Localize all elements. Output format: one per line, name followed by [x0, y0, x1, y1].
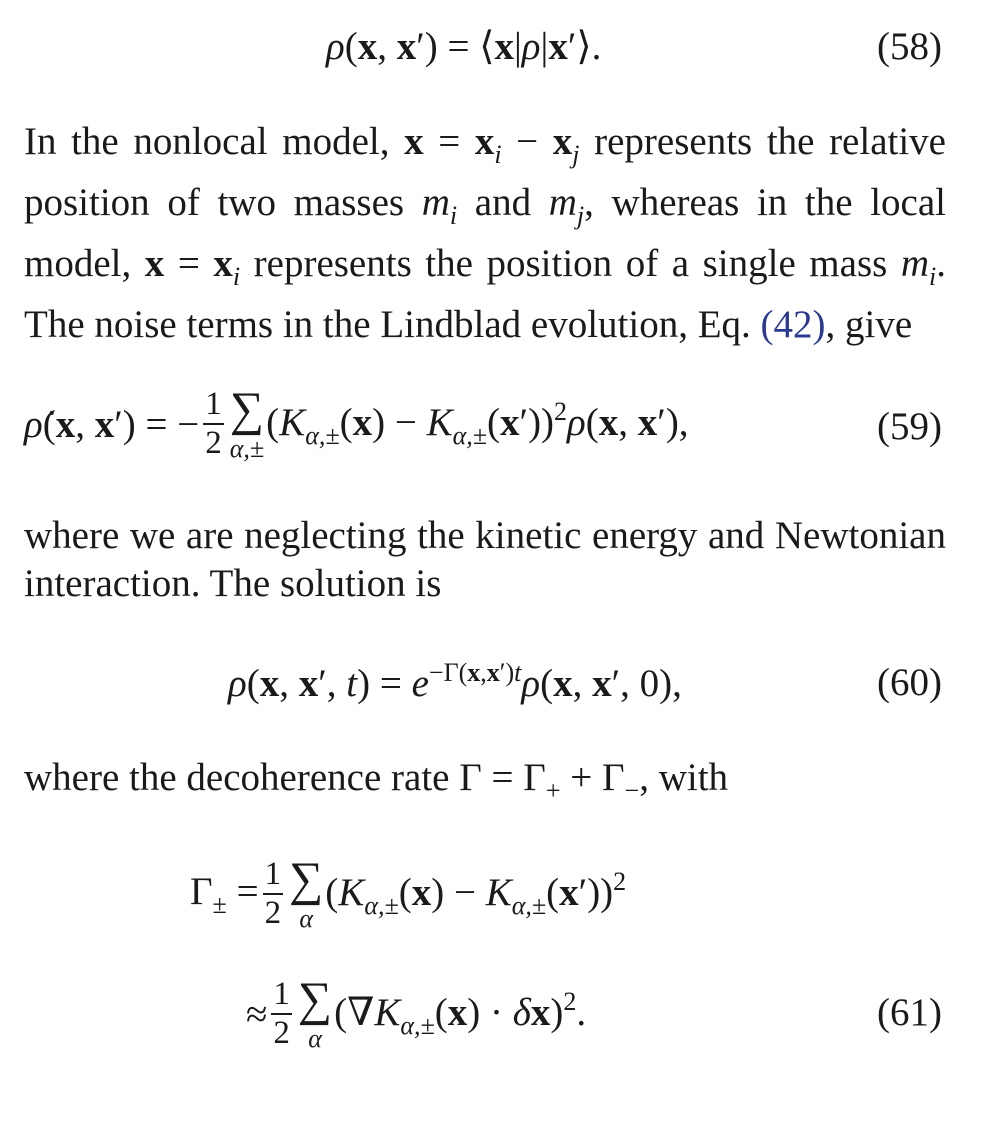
- equation-number-58: (58): [877, 25, 942, 68]
- paragraph-neglecting: where we are neglecting the kinetic energy and Newtonian interaction. The solution is: [24, 514, 946, 605]
- summation-symbol: ∑ α: [289, 853, 324, 933]
- equation-61-line-1: $\Gamma_\pm$ = $\frac{1}{2}$ ∑ α $(K_{\alpha,\pm}(x) - K_{\alpha,\pm}(x'))^2$: [190, 853, 627, 933]
- equation-number-60: (60): [877, 661, 942, 704]
- fraction-one-half: $\frac{1}{2}$: [273, 976, 290, 1051]
- equation-60: ρ(x, x′, $t) = e^{-\Gamma(x,x')t}\rho(x$, x′, 0),: [228, 658, 682, 705]
- paragraph-decoherence-rate: where the decoherence rate $\Gamma = \Gamma_+ + \Gamma_-$, with: [24, 756, 729, 805]
- equation-number-59: (59): [877, 405, 942, 448]
- summation-symbol: ∑ α,±: [229, 383, 265, 463]
- equation-number-61: (61): [877, 991, 942, 1034]
- equation-reference-link[interactable]: (42): [760, 303, 826, 346]
- equation-58: ρ(x, x′) = ⟨x|ρ|x′⟩.: [326, 24, 602, 68]
- summation-symbol: ∑ α: [297, 973, 333, 1053]
- equation-61-line-2: ≈ $\frac{1}{2}$ ∑ α $(\nabla K_{\alpha,\pm}(x) \cdot \delta x)^2$.: [246, 973, 587, 1053]
- fraction-one-half: $\frac{1}{2}$: [264, 856, 282, 931]
- fraction-one-half: $\frac{1}{2}$: [205, 386, 222, 461]
- paragraph-nonlocal-model: In the nonlocal model, $x = x_i - x_j$ represents the relative position of two masses $m_i$ and $m_j$, whereas in the local model, $x = x_i$ represents the position of a single mass $m_i$. The noise terms in the Lindblad evolution, Eq. (42), give: [24, 120, 947, 346]
- equation-59: ρ̇(x, x′) = − $\frac{1}{2}$ ∑ α,± $(K_{\alpha,\pm}(x) - K_{\alpha,\pm}(x'))^2\rho(x$, x′),: [24, 383, 689, 463]
